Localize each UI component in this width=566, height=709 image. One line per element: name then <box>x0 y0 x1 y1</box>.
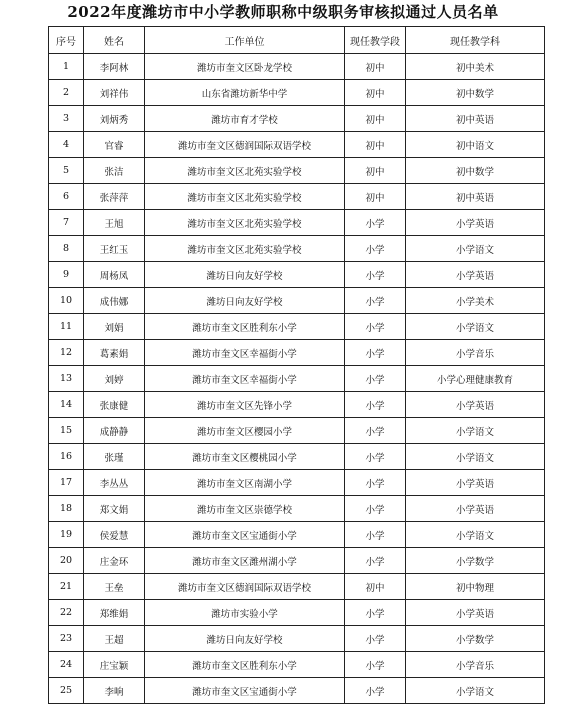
cell-work-unit: 潍坊市奎文区宝通街小学 <box>145 678 345 704</box>
cell-name: 侯爱慧 <box>84 522 145 548</box>
cell-index: 6 <box>49 184 84 210</box>
table-row <box>49 158 545 184</box>
cell-index: 11 <box>49 314 84 340</box>
cell-work-unit: 潍坊市奎文区德润国际双语学校 <box>145 574 345 600</box>
cell-index: 17 <box>49 470 84 496</box>
cell-index: 15 <box>49 418 84 444</box>
cell-name: 王旭 <box>84 210 145 236</box>
cell-teaching-subject: 初中语文 <box>406 132 545 158</box>
table-row <box>49 652 545 678</box>
header-index: 序号 <box>49 27 84 54</box>
page-title: 2022年度潍坊市中小学教师职称中级职务审核拟通过人员名单 <box>67 3 499 21</box>
cell-teaching-stage: 小学 <box>345 470 406 496</box>
cell-work-unit: 潍坊市奎文区樱园小学 <box>145 418 345 444</box>
cell-work-unit: 潍坊市奎文区胜利东小学 <box>145 314 345 340</box>
cell-teaching-subject: 小学英语 <box>406 262 545 288</box>
table-row <box>49 288 545 314</box>
cell-name: 成伟娜 <box>84 288 145 314</box>
cell-index: 19 <box>49 522 84 548</box>
cell-teaching-stage: 初中 <box>345 158 406 184</box>
cell-work-unit: 山东省潍坊新华中学 <box>145 80 345 106</box>
cell-index: 13 <box>49 366 84 392</box>
cell-name: 王超 <box>84 626 145 652</box>
table-row <box>49 184 545 210</box>
cell-teaching-subject: 小学英语 <box>406 496 545 522</box>
cell-work-unit: 潍坊市奎文区崇德学校 <box>145 496 345 522</box>
cell-work-unit: 潍坊市奎文区宝通街小学 <box>145 522 345 548</box>
cell-name: 李丛丛 <box>84 470 145 496</box>
cell-teaching-subject: 小学英语 <box>406 392 545 418</box>
cell-work-unit: 潍坊市奎文区幸福街小学 <box>145 340 345 366</box>
table-row <box>49 340 545 366</box>
cell-name: 官睿 <box>84 132 145 158</box>
table-row <box>49 470 545 496</box>
cell-teaching-stage: 初中 <box>345 54 406 80</box>
cell-work-unit: 潍坊日向友好学校 <box>145 262 345 288</box>
cell-teaching-subject: 初中物理 <box>406 574 545 600</box>
table-row <box>49 392 545 418</box>
cell-teaching-stage: 初中 <box>345 106 406 132</box>
cell-teaching-stage: 小学 <box>345 600 406 626</box>
cell-index: 21 <box>49 574 84 600</box>
table-row <box>49 548 545 574</box>
cell-work-unit: 潍坊市奎文区幸福街小学 <box>145 366 345 392</box>
cell-teaching-subject: 初中数学 <box>406 158 545 184</box>
table-row <box>49 210 545 236</box>
cell-index: 14 <box>49 392 84 418</box>
cell-teaching-stage: 小学 <box>345 366 406 392</box>
cell-name: 葛素娟 <box>84 340 145 366</box>
cell-teaching-stage: 小学 <box>345 652 406 678</box>
cell-teaching-stage: 小学 <box>345 548 406 574</box>
cell-index: 5 <box>49 158 84 184</box>
table-row <box>49 106 545 132</box>
table-row <box>49 80 545 106</box>
table-row <box>49 366 545 392</box>
cell-index: 12 <box>49 340 84 366</box>
cell-name: 张康健 <box>84 392 145 418</box>
cell-index: 23 <box>49 626 84 652</box>
table-row <box>49 132 545 158</box>
table-row <box>49 522 545 548</box>
cell-teaching-stage: 小学 <box>345 418 406 444</box>
cell-index: 16 <box>49 444 84 470</box>
personnel-table <box>48 26 545 704</box>
cell-name: 李响 <box>84 678 145 704</box>
cell-teaching-subject: 小学英语 <box>406 210 545 236</box>
cell-name: 王红玉 <box>84 236 145 262</box>
cell-teaching-subject: 小学语文 <box>406 522 545 548</box>
cell-teaching-stage: 小学 <box>345 626 406 652</box>
cell-index: 4 <box>49 132 84 158</box>
cell-index: 9 <box>49 262 84 288</box>
cell-teaching-subject: 初中英语 <box>406 184 545 210</box>
cell-work-unit: 潍坊市奎文区潍州湖小学 <box>145 548 345 574</box>
cell-index: 25 <box>49 678 84 704</box>
cell-name: 周杨凤 <box>84 262 145 288</box>
table-row <box>49 314 545 340</box>
table-row <box>49 54 545 80</box>
table-header-row <box>49 27 545 54</box>
cell-teaching-stage: 小学 <box>345 340 406 366</box>
cell-teaching-stage: 小学 <box>345 522 406 548</box>
table-row <box>49 574 545 600</box>
cell-teaching-subject: 初中数学 <box>406 80 545 106</box>
header-work-unit: 工作单位 <box>145 27 345 54</box>
cell-work-unit: 潍坊日向友好学校 <box>145 626 345 652</box>
cell-teaching-stage: 小学 <box>345 496 406 522</box>
cell-work-unit: 潍坊市奎文区卧龙学校 <box>145 54 345 80</box>
table-row <box>49 262 545 288</box>
cell-teaching-subject: 小学语文 <box>406 236 545 262</box>
table-row <box>49 496 545 522</box>
cell-work-unit: 潍坊日向友好学校 <box>145 288 345 314</box>
cell-teaching-subject: 小学音乐 <box>406 340 545 366</box>
cell-teaching-stage: 小学 <box>345 210 406 236</box>
cell-name: 王垒 <box>84 574 145 600</box>
cell-work-unit: 潍坊市奎文区先锋小学 <box>145 392 345 418</box>
cell-name: 庄宝颖 <box>84 652 145 678</box>
cell-work-unit: 潍坊市实验小学 <box>145 600 345 626</box>
cell-teaching-subject: 小学音乐 <box>406 652 545 678</box>
cell-index: 7 <box>49 210 84 236</box>
table-row <box>49 236 545 262</box>
cell-teaching-subject: 小学语文 <box>406 444 545 470</box>
table-row <box>49 600 545 626</box>
cell-index: 8 <box>49 236 84 262</box>
cell-teaching-stage: 小学 <box>345 236 406 262</box>
cell-teaching-subject: 小学英语 <box>406 470 545 496</box>
cell-teaching-stage: 初中 <box>345 80 406 106</box>
cell-index: 24 <box>49 652 84 678</box>
cell-index: 3 <box>49 106 84 132</box>
cell-name: 刘婷 <box>84 366 145 392</box>
cell-work-unit: 潍坊市奎文区胜利东小学 <box>145 652 345 678</box>
cell-name: 张瑾 <box>84 444 145 470</box>
cell-index: 22 <box>49 600 84 626</box>
cell-teaching-subject: 小学语文 <box>406 418 545 444</box>
cell-teaching-stage: 小学 <box>345 314 406 340</box>
cell-work-unit: 潍坊市奎文区北苑实验学校 <box>145 184 345 210</box>
cell-teaching-stage: 初中 <box>345 184 406 210</box>
cell-work-unit: 潍坊市奎文区樱桃园小学 <box>145 444 345 470</box>
cell-name: 刘娟 <box>84 314 145 340</box>
cell-work-unit: 潍坊市奎文区南湖小学 <box>145 470 345 496</box>
cell-index: 10 <box>49 288 84 314</box>
table-body <box>49 54 545 704</box>
table-row <box>49 444 545 470</box>
cell-teaching-stage: 小学 <box>345 262 406 288</box>
cell-teaching-stage: 小学 <box>345 288 406 314</box>
cell-teaching-subject: 小学数学 <box>406 548 545 574</box>
cell-teaching-subject: 小学数学 <box>406 626 545 652</box>
cell-name: 刘炳秀 <box>84 106 145 132</box>
cell-name: 张洁 <box>84 158 145 184</box>
cell-teaching-subject: 小学心理健康教育 <box>406 366 545 392</box>
cell-teaching-stage: 初中 <box>345 132 406 158</box>
cell-name: 郑文娟 <box>84 496 145 522</box>
cell-name: 成静静 <box>84 418 145 444</box>
cell-teaching-stage: 初中 <box>345 574 406 600</box>
table-row <box>49 626 545 652</box>
cell-work-unit: 潍坊市奎文区德润国际双语学校 <box>145 132 345 158</box>
header-teaching-subject: 现任教学科 <box>406 27 545 54</box>
cell-teaching-subject: 小学英语 <box>406 600 545 626</box>
cell-teaching-stage: 小学 <box>345 392 406 418</box>
cell-work-unit: 潍坊市育才学校 <box>145 106 345 132</box>
cell-teaching-subject: 小学语文 <box>406 314 545 340</box>
cell-name: 刘祥伟 <box>84 80 145 106</box>
cell-teaching-subject: 初中英语 <box>406 106 545 132</box>
cell-name: 郑维娟 <box>84 600 145 626</box>
cell-name: 庄金环 <box>84 548 145 574</box>
table-row <box>49 418 545 444</box>
cell-work-unit: 潍坊市奎文区北苑实验学校 <box>145 236 345 262</box>
cell-teaching-stage: 小学 <box>345 444 406 470</box>
table-row <box>49 678 545 704</box>
cell-index: 20 <box>49 548 84 574</box>
header-teaching-stage: 现任教学段 <box>345 27 406 54</box>
cell-index: 1 <box>49 54 84 80</box>
cell-teaching-subject: 小学美术 <box>406 288 545 314</box>
cell-teaching-subject: 小学语文 <box>406 678 545 704</box>
cell-work-unit: 潍坊市奎文区北苑实验学校 <box>145 210 345 236</box>
cell-name: 张萍萍 <box>84 184 145 210</box>
cell-work-unit: 潍坊市奎文区北苑实验学校 <box>145 158 345 184</box>
cell-index: 18 <box>49 496 84 522</box>
header-name: 姓名 <box>84 27 145 54</box>
cell-index: 2 <box>49 80 84 106</box>
cell-teaching-subject: 初中美术 <box>406 54 545 80</box>
cell-name: 李阿林 <box>84 54 145 80</box>
cell-teaching-stage: 小学 <box>345 678 406 704</box>
